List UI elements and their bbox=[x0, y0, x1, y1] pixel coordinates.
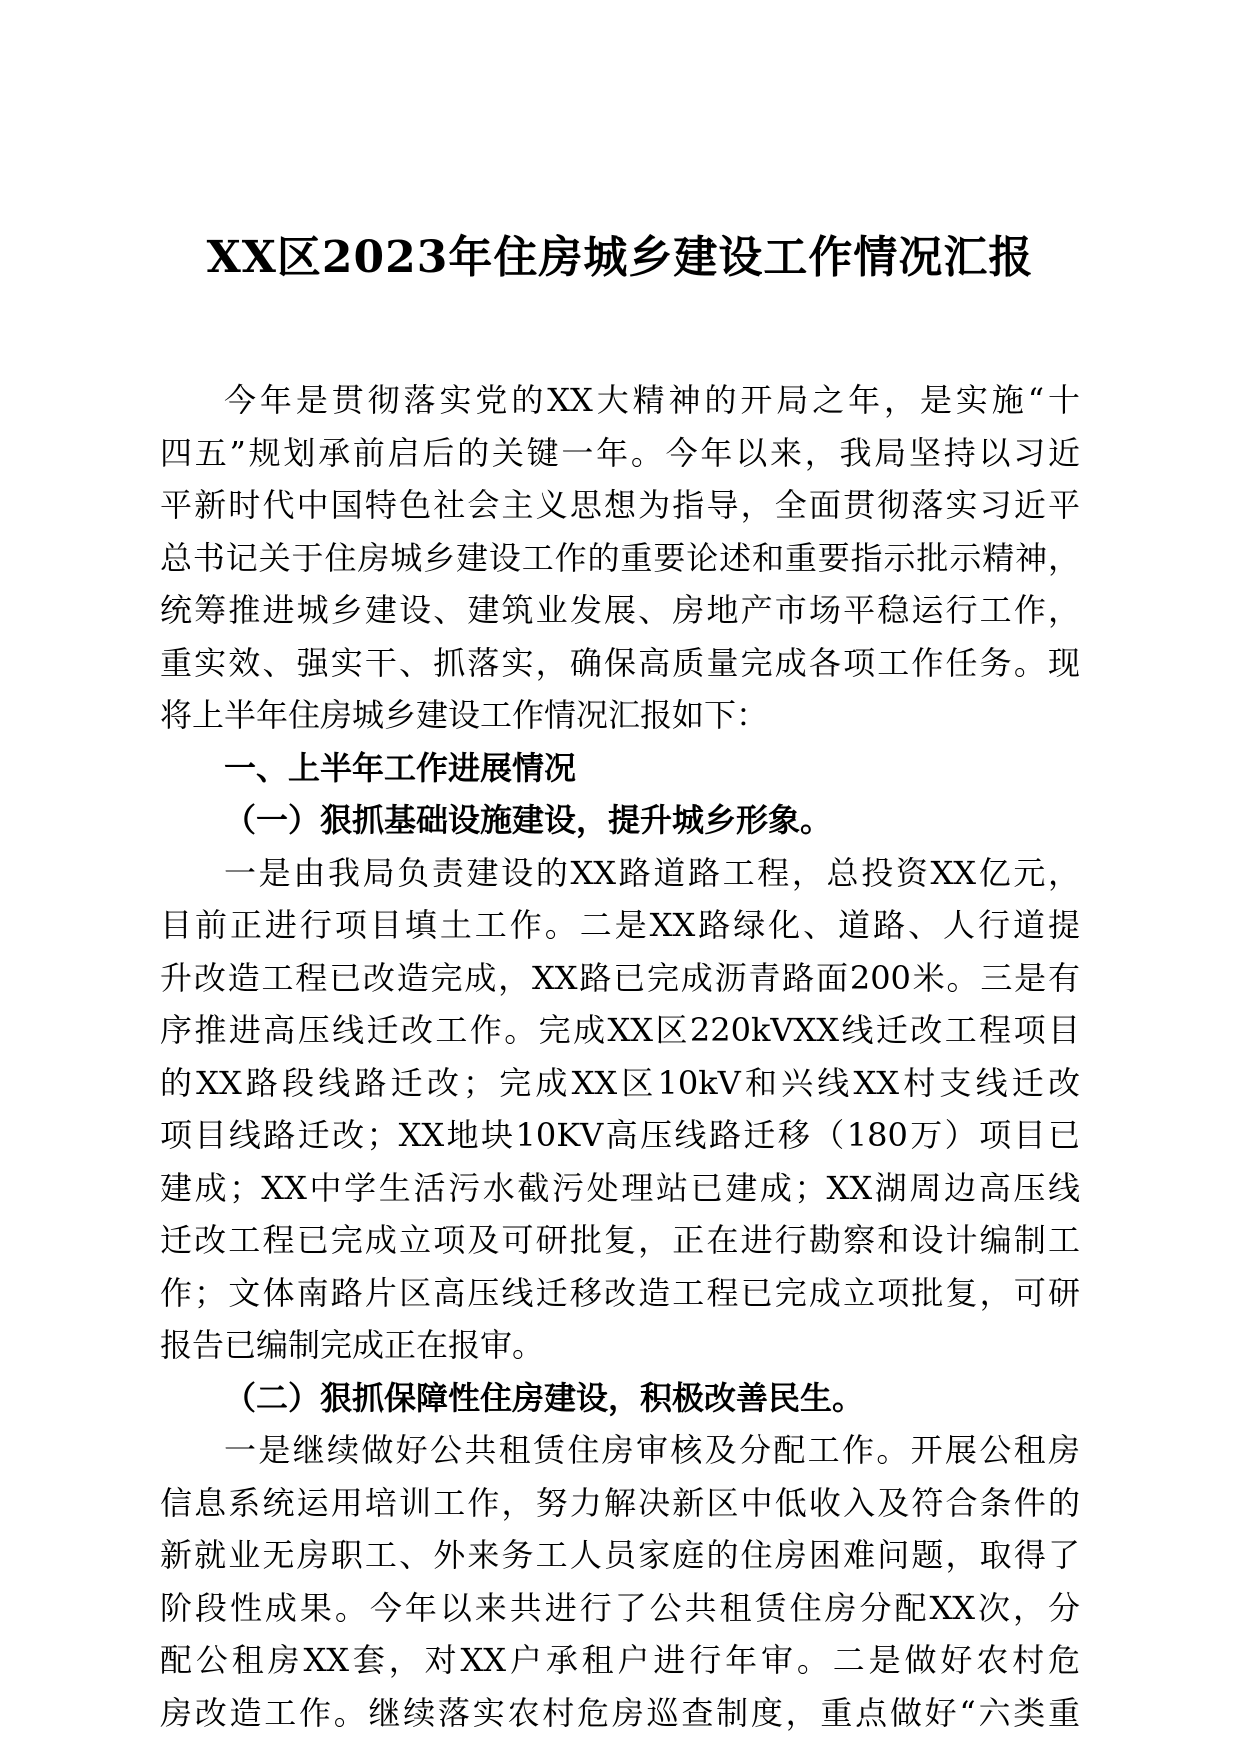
document-title: XX区2023年住房城乡建设工作情况汇报 bbox=[206, 232, 1034, 283]
paragraph-line: 四五”规划承前启后的关键一年。今年以来，我局坚持以习近 bbox=[160, 433, 1080, 472]
section-heading: 一、上半年工作进展情况 bbox=[224, 748, 577, 787]
paragraph-line: 的XX路段线路迁改；完成XX区10kV和兴线XX村支线迁改 bbox=[160, 1063, 1080, 1102]
paragraph-line: 升改造工程已改造完成，XX路已完成沥青路面200米。三是有 bbox=[160, 958, 1080, 997]
paragraph-line: 新就业无房职工、外来务工人员家庭的住房困难问题，取得了 bbox=[160, 1536, 1080, 1574]
paragraph-line: 重实效、强实干、抓落实，确保高质量完成各项工作任务。现 bbox=[160, 643, 1080, 682]
paragraph-line: 迁改工程已完成立项及可研批复，正在进行勘察和设计编制工 bbox=[160, 1221, 1080, 1259]
paragraph-line: 建成；XX中学生活污水截污处理站已建成；XX湖周边高压线 bbox=[160, 1168, 1080, 1207]
paragraph-line: 一是由我局负责建设的XX路道路工程，总投资XX亿元， bbox=[224, 853, 1080, 892]
paragraph-line: 房改造工作。继续落实农村危房巡查制度，重点做好“六类重 bbox=[160, 1693, 1080, 1732]
paragraph-line: 将上半年住房城乡建设工作情况汇报如下： bbox=[160, 696, 769, 734]
paragraph-line: 阶段性成果。今年以来共进行了公共租赁住房分配XX次，分 bbox=[160, 1588, 1080, 1627]
paragraph-line: 序推进高压线迁改工作。完成XX区220kVXX线迁改工程项目 bbox=[160, 1011, 1080, 1049]
paragraph-line: 统筹推进城乡建设、建筑业发展、房地产市场平稳运行工作， bbox=[160, 591, 1080, 629]
paragraph-line: 报告已编制完成正在报审。 bbox=[160, 1326, 545, 1364]
paragraph-line: 目前正进行项目填土工作。二是XX路绿化、道路、人行道提 bbox=[160, 906, 1080, 944]
document-body bbox=[160, 374, 1080, 1739]
subsection-heading: （二）狠抓保障性住房建设，积极改善民生。 bbox=[224, 1378, 865, 1417]
paragraph-line: 项目线路迁改；XX地块10KV高压线路迁移（180万）项目已 bbox=[160, 1116, 1080, 1154]
paragraph-line: 平新时代中国特色社会主义思想为指导，全面贯彻落实习近平 bbox=[160, 486, 1080, 524]
paragraph-line: 作；文体南路片区高压线迁移改造工程已完成立项批复，可研 bbox=[160, 1273, 1080, 1312]
paragraph-line: 信息系统运用培训工作，努力解决新区中低收入及符合条件的 bbox=[160, 1483, 1080, 1522]
paragraph-line: 一是继续做好公共租赁住房审核及分配工作。开展公租房 bbox=[224, 1431, 1080, 1469]
paragraph-line: 配公租房XX套，对XX户承租户进行年审。二是做好农村危 bbox=[160, 1641, 1080, 1679]
subsection-heading: （一）狠抓基础设施建设，提升城乡形象。 bbox=[224, 801, 833, 839]
paragraph-line: 总书记关于住房城乡建设工作的重要论述和重要指示批示精神， bbox=[160, 538, 1080, 577]
paragraph-line: 今年是贯彻落实党的XX大精神的开局之年，是实施“十 bbox=[224, 381, 1080, 419]
